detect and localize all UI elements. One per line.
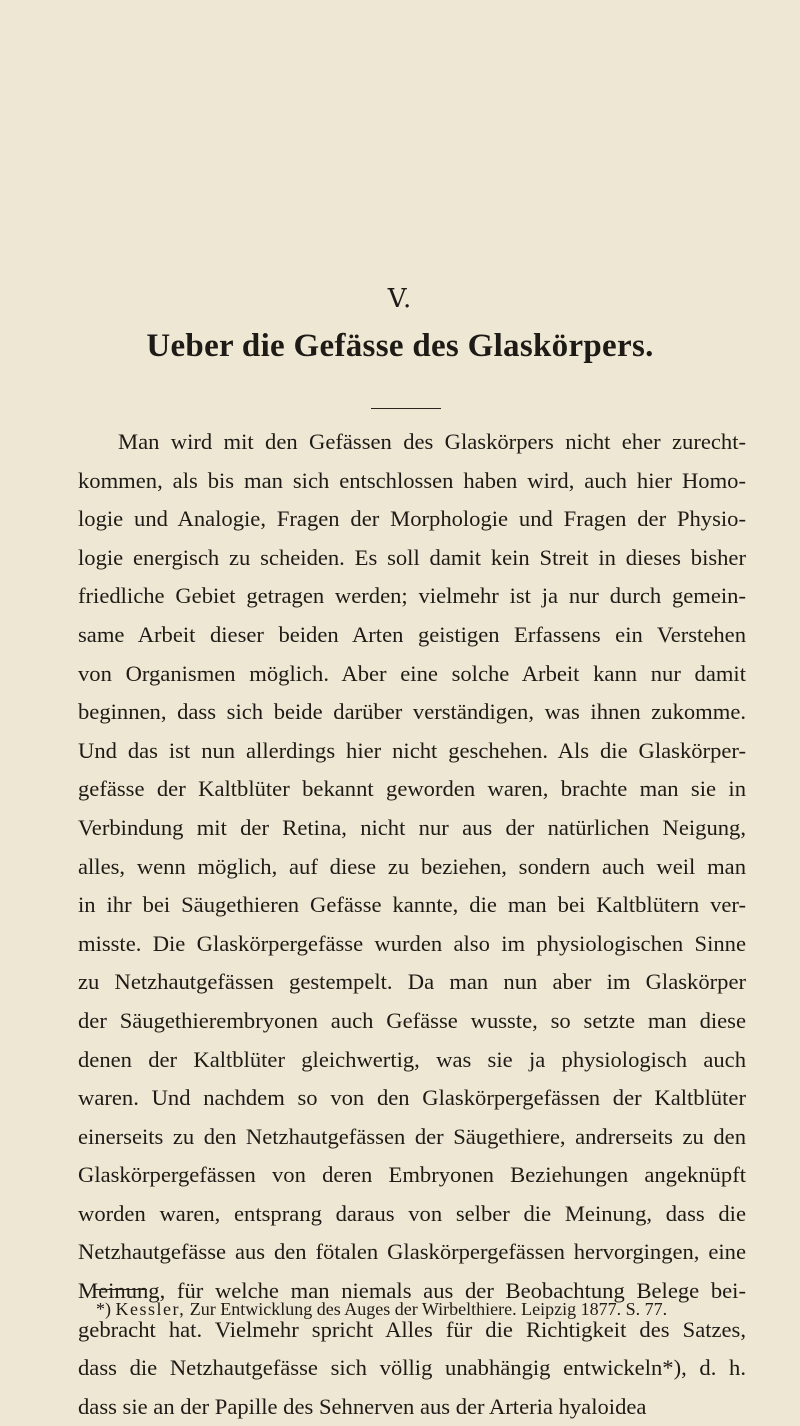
- text-line: Man wird mit den Gefässen des Glaskörpers nicht eher zurecht-: [118, 429, 746, 454]
- text-line: Meinung, für welche man niemals aus der Beobachtung Belege bei-: [78, 1278, 746, 1304]
- text-line: kommen, als bis man sich entschlossen haben wird, auch hier Homo-: [78, 467, 746, 493]
- title-divider: [371, 408, 441, 409]
- text-line: gebracht hat. Vielmehr spricht Alles für die Richtigkeit des Satzes,: [78, 1316, 746, 1342]
- footnote-marker: *): [96, 1299, 111, 1319]
- text-line: in ihr bei Säugethieren Gefässe kannte, die man bei Kaltblütern ver-: [78, 892, 746, 918]
- text-line: dass sie an der Papille des Sehnerven aus der Arteria hyaloidea: [78, 1393, 647, 1419]
- text-line: waren. Und nachdem so von den Glaskörpergefässen der Kaltblüter: [78, 1085, 746, 1111]
- text-line: Und das ist nun allerdings hier nicht geschehen. Als die Glaskörper-: [78, 737, 746, 763]
- text-line: gefässe der Kaltblüter bekannt geworden waren, brachte man sie in: [78, 776, 746, 802]
- chapter-title: Ueber die Gefässe des Glaskörpers.: [146, 328, 654, 364]
- footnote: [96, 1296, 756, 1322]
- text-line: der Säugethierembryonen auch Gefässe wusste, so setzte man diese: [78, 1007, 746, 1033]
- text-line: same Arbeit dieser beiden Arten geistigen Erfassens ein Verstehen: [78, 621, 746, 647]
- text-line: friedliche Gebiet getragen werden; vielmehr ist ja nur durch gemein-: [78, 583, 746, 609]
- text-line: einerseits zu den Netzhautgefässen der Säugethiere, andrerseits zu den: [78, 1123, 746, 1149]
- text-line: zu Netzhautgefässen gestempelt. Da man nun aber im Glaskörper: [78, 969, 746, 995]
- text-line: alles, wenn möglich, auf diese zu beziehen, sondern auch weil man: [78, 853, 746, 879]
- text-line: dass die Netzhautgefässe sich völlig unabhängig entwickeln*), d. h.: [78, 1355, 746, 1381]
- text-line: Glaskörpergefässen von deren Embryonen Beziehungen angeknüpft: [78, 1162, 746, 1188]
- text-line: beginnen, dass sich beide darüber verständigen, was ihnen zukomme.: [78, 699, 746, 725]
- text-line: Verbindung mit der Retina, nicht nur aus der natürlichen Neigung,: [78, 814, 746, 840]
- text-line: misste. Die Glaskörpergefässe wurden also im physiologischen Sinne: [78, 930, 746, 956]
- footnote-author: Kessler,: [115, 1299, 186, 1319]
- footnote-text: Zur Entwicklung des Auges der Wirbelthiere. Leipzig 1877. S. 77.: [189, 1299, 668, 1319]
- text-line: logie energisch zu scheiden. Es soll damit kein Streit in dieses bisher: [78, 544, 746, 570]
- chapter-number: V.: [387, 284, 413, 314]
- body-paragraph: [78, 423, 746, 1426]
- text-line: Netzhautgefässe aus den fötalen Glaskörpergefässen hervorgingen, eine: [78, 1239, 746, 1265]
- text-line: denen der Kaltblüter gleichwertig, was sie ja physiologisch auch: [78, 1046, 746, 1072]
- text-line: logie und Analogie, Fragen der Morphologie und Fragen der Physio-: [78, 506, 746, 532]
- footnote-divider: [95, 1289, 147, 1290]
- text-line: worden waren, entsprang daraus von selber die Meinung, dass die: [78, 1200, 746, 1226]
- text-line: von Organismen möglich. Aber eine solche Arbeit kann nur damit: [78, 660, 746, 686]
